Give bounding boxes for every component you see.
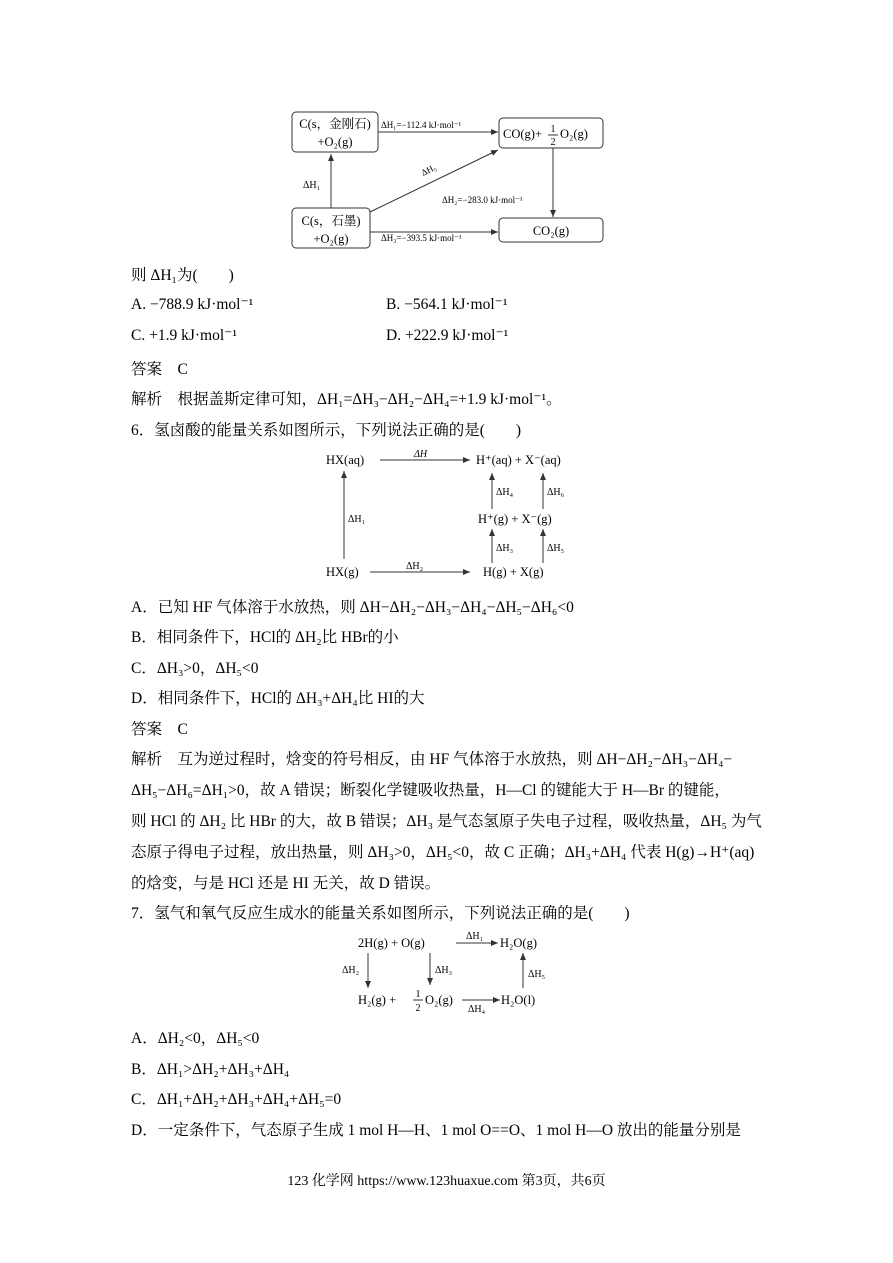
q6-analysis-2: ΔH₅−ΔH₆=ΔH₁>0，故 A 错误；断裂化学键吸收热量，H—Cl 的键能大于 H—Br 的键能， xyxy=(131,782,730,799)
diagram-water-formation xyxy=(338,928,558,1018)
q6-option-c: C．ΔH₃>0，ΔH₅<0 xyxy=(131,660,259,677)
q5-option-c: C. +1.9 kJ·mol⁻¹ xyxy=(131,327,237,344)
q5-answer: 答案 C xyxy=(131,361,188,378)
co-half-den: 2 xyxy=(550,137,556,148)
q6-analysis-3: 则 HCl 的 ΔH₂ 比 HBr 的大，故 B 错误；ΔH₃ 是气态氢原子失电子过程，吸收热量，ΔH₅ 为气 xyxy=(131,813,762,830)
bottom-reactants: H₂(g) + xyxy=(358,993,397,1007)
q6-analysis-1: 解析 互为逆过程时，焓变的符号相反，由 HF 气体溶于水放热，则 ΔH−ΔH₂−ΔH₃−ΔH₄− xyxy=(131,751,733,768)
graphite-line1: C(s，石墨) xyxy=(301,214,361,228)
q6-option-a: A．已知 HF 气体溶于水放热，则 ΔH−ΔH₂−ΔH₃−ΔH₄−ΔH₅−ΔH₆<0 xyxy=(131,599,574,616)
hx-aq: HX(aq) xyxy=(326,453,365,467)
q7-option-d: D．一定条件下，气态原子生成 1 mol H—H、1 mol O==O、1 mol H—O 放出的能量分别是 xyxy=(131,1122,741,1139)
dh2-label-2: ΔH₂ xyxy=(406,561,424,572)
diamond-line2: +O₂(g) xyxy=(317,135,353,149)
co-o2: O₂(g) xyxy=(560,127,588,141)
q7-stem: 7．氢气和氧气反应生成水的能量关系如图所示，下列说法正确的是( ) xyxy=(131,905,630,922)
q5-option-a: A. −788.9 kJ·mol⁻¹ xyxy=(131,296,254,313)
q6-analysis-5: 的焓变，与是 HCl 还是 HI 无关，故 D 错误。 xyxy=(131,875,441,892)
dh1-label: ΔH₁=−112.4 kJ·mol⁻¹ xyxy=(381,120,462,130)
h2o-g: H₂O(g) xyxy=(500,936,537,950)
q5-analysis: 解析 根据盖斯定律可知，ΔH₁=ΔH₃−ΔH₂−ΔH₄=+1.9 kJ·mol⁻¹。 xyxy=(131,391,562,408)
hx-g: HX(g) xyxy=(326,565,359,579)
d3-dh4: ΔH₄ xyxy=(468,1004,486,1015)
d3-dh2: ΔH₂ xyxy=(342,965,360,976)
o2-g: O₂(g) xyxy=(425,993,453,1007)
dh2-label: ΔH₂=−283.0 kJ·mol⁻¹ xyxy=(442,195,523,205)
diamond-line1: C(s，金刚石) xyxy=(299,117,371,131)
q6-stem: 6．氢卤酸的能量关系如图所示，下列说法正确的是( ) xyxy=(131,422,522,439)
dh5-label-2: ΔH₅ xyxy=(547,543,565,554)
q5-option-b: B. −564.1 kJ·mol⁻¹ xyxy=(386,296,508,313)
dh1-label-2: ΔH₁ xyxy=(348,514,366,525)
diagram-hydrohalic-cycle xyxy=(318,447,588,587)
d3-dh5: ΔH₅ xyxy=(528,969,546,980)
dh3-label-2: ΔH₃ xyxy=(496,543,514,554)
dh-label: ΔH xyxy=(414,449,428,460)
q7-option-b: B．ΔH₁>ΔH₂+ΔH₃+ΔH₄ xyxy=(131,1061,290,1078)
top-reactants: 2H(g) + O(g) xyxy=(358,936,425,950)
page-footer: 123 化学网 https://www.123huaxue.com 第3页，共6页 xyxy=(287,1174,606,1189)
q7-option-c: C．ΔH₁+ΔH₂+ΔH₃+ΔH₄+ΔH₅=0 xyxy=(131,1091,342,1108)
h2o-l: H₂O(l) xyxy=(501,993,536,1007)
dh3-label: ΔH₃=−393.5 kJ·mol⁻¹ xyxy=(381,233,462,243)
q6-answer: 答案 C xyxy=(131,721,188,738)
half-num: 1 xyxy=(415,989,421,1000)
q5-option-d: D. +222.9 kJ·mol⁻¹ xyxy=(386,327,509,344)
q6-analysis-4: 态原子得电子过程，放出热量，则 ΔH₃>0，ΔH₅<0，故 C 正确；ΔH₃+ΔH₄ 代表 H(g)→H⁺(aq) xyxy=(131,844,755,861)
dh6-label-2: ΔH₆ xyxy=(547,487,565,498)
h-g: H(g) + X(g) xyxy=(483,565,544,579)
q6-option-b: B．相同条件下，HCl的 ΔH₂比 HBr的小 xyxy=(131,629,399,646)
h-aq: H⁺(aq) + X⁻(aq) xyxy=(476,453,561,467)
co2-text: CO₂(g) xyxy=(532,224,570,238)
co-text: CO(g)+ xyxy=(503,127,542,141)
dh4-label: ΔH₁ xyxy=(303,180,321,191)
half-den: 2 xyxy=(415,1003,421,1014)
d3-dh3: ΔH₃ xyxy=(435,965,453,976)
q6-option-d: D．相同条件下，HCl的 ΔH₃+ΔH₄比 HI的大 xyxy=(131,690,425,707)
dh4-label-2: ΔH₄ xyxy=(496,487,514,498)
d3-dh1: ΔH₁ xyxy=(466,931,484,942)
q5-stem: 则 ΔH₁为( ) xyxy=(131,267,234,284)
dh5-label: ΔH₅ xyxy=(419,162,438,178)
co-half-num: 1 xyxy=(550,124,556,135)
diagram-carbon-enthalpy xyxy=(285,108,615,253)
q7-option-a: A．ΔH₂<0，ΔH₅<0 xyxy=(131,1030,260,1047)
h-ion-g: H⁺(g) + X⁻(g) xyxy=(478,512,552,526)
graphite-line2: +O₂(g) xyxy=(313,232,349,246)
